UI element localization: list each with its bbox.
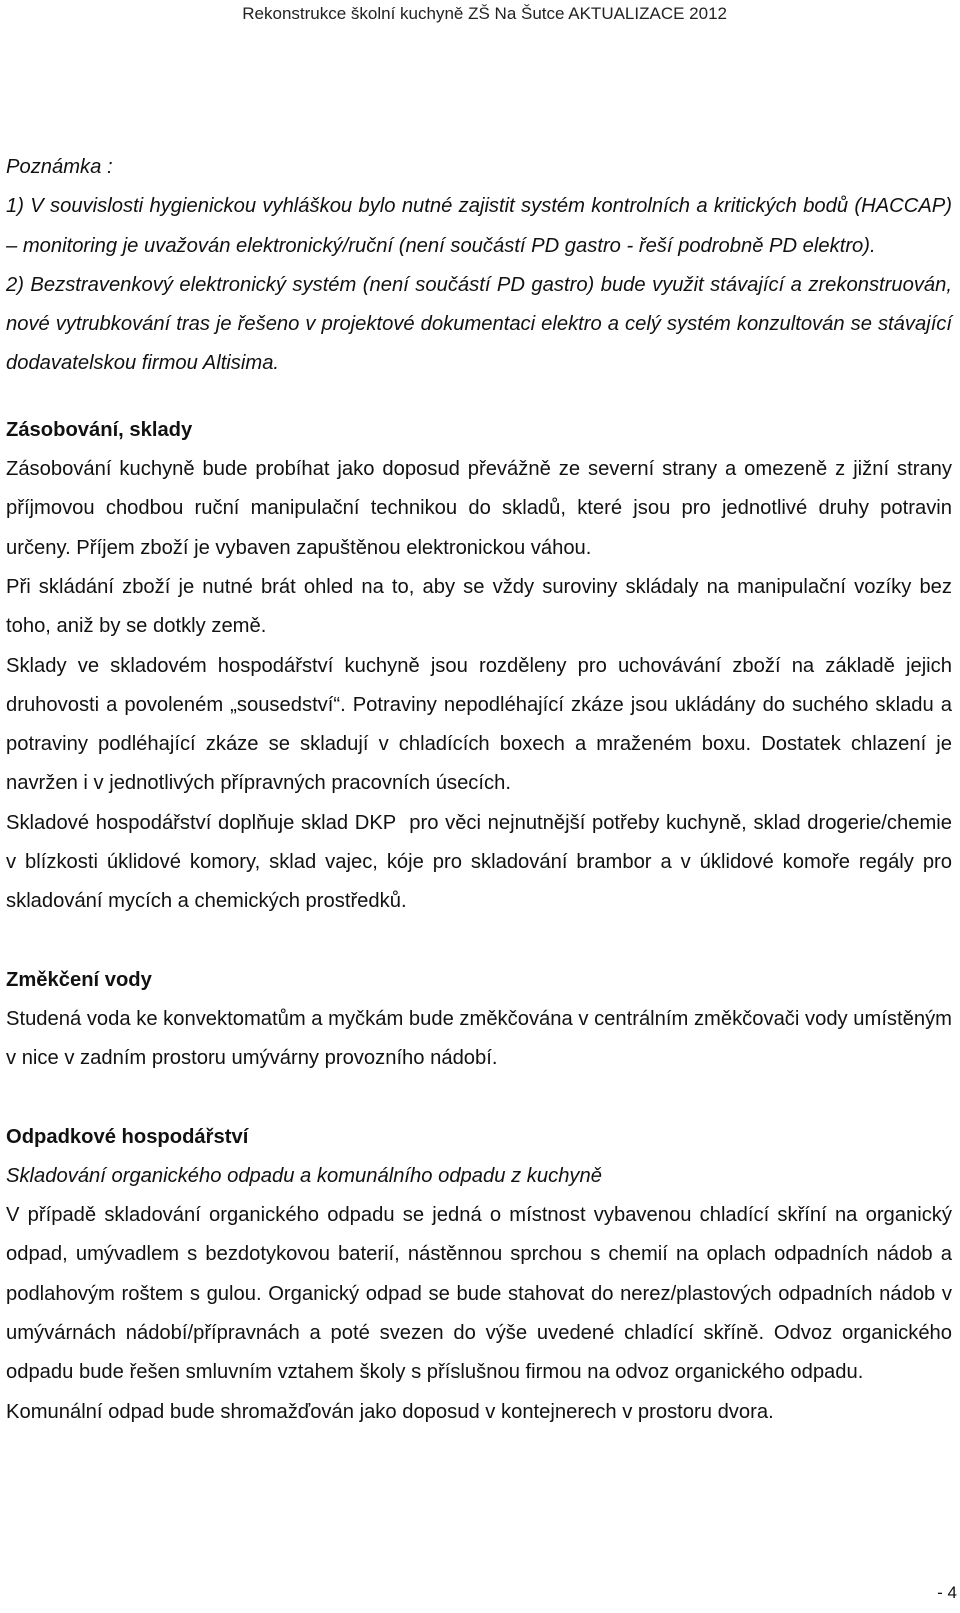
waste-paragraph-1: V případě skladování organického odpadu se jedná o místnost vybavenou chladící skříní na organický odpad, umývadlem s bezdotykovou baterií, nástěnnou sprchou s chemií na oplach odpadních nádob a podlahovým roštem s gulou. Organický odpad se bude stahovat do nerez/plastových odpadních nádob v umývárnách nádobí/přípravnách a poté svezen do výše uvedené chladící skříně. Odvoz organického odpadu bude řešen smluvním vztahem školy s příslušnou firmou na odvoz organického odpadu. <box>6 1204 952 1384</box>
running-header: Rekonstrukce školní kuchyně ZŠ Na Šutce AKTUALIZACE 2012 <box>242 4 727 23</box>
waste-paragraph-2: Komunální odpad bude shromažďován jako doposud v kontejnerech v prostoru dvora. <box>6 1400 774 1423</box>
waste-subheading: Skladování organického odpadu a komunálního odpadu z kuchyně <box>6 1164 602 1187</box>
supply-paragraph-3: Sklady ve skladovém hospodářství kuchyně jsou rozděleny pro uchovávání zboží na základě jejich druhovosti a povoleném „sousedství“. Potraviny nepodléhající zkáze jsou ukládány do suchého skladu a potraviny podléhající zkáze se skladují v chladících boxech a mraženém boxu. Dostatek chlazení je navržen i v jednotlivých přípravných pracovních úsecích. <box>6 654 952 795</box>
supply-paragraph-2: Při skládání zboží je nutné brát ohled na to, aby se vždy suroviny skládaly na manipulační vozíky bez toho, aniž by se dotkly země. <box>6 575 952 638</box>
water-paragraph-1: Studená voda ke konvektomatům a myčkám bude změkčována v centrálním změkčovači vody umístěným v nice v zadním prostoru umývárny provozního nádobí. <box>6 1007 952 1070</box>
water-heading: Změkčení vody <box>6 968 152 991</box>
supply-paragraph-1: Zásobování kuchyně bude probíhat jako doposud převážně ze severní strany a omezeně z jižní strany příjmovou chodbou ruční manipulační technikou do skladů, které jsou pro jednotlivé druhy potravin určeny. Příjem zboží je vybaven zapuštěnou elektronickou váhou. <box>6 458 952 559</box>
supply-heading: Zásobování, sklady <box>6 418 193 441</box>
waste-heading: Odpadkové hospodářství <box>6 1125 249 1148</box>
page-number: - 4 <box>937 1583 957 1602</box>
note-title: Poznámka : <box>6 156 113 178</box>
note-item-1: 1) V souvislosti hygienickou vyhláškou bylo nutné zajistit systém kontrolních a kritických bodů (HACCAP) – monitoring je uvažován elektronický/ruční (není součástí PD gastro - řeší podrobně PD elektro). <box>6 195 952 257</box>
note-item-2: 2) Bezstravenkový elektronický systém (není součástí PD gastro) bude využit stávající a zrekonstruován, nové vytrubkování tras je řešeno v projektové dokumentaci elektro a celý systém konzultován se stávající dodavatelskou firmou Altisima. <box>6 273 952 375</box>
supply-paragraph-4: Skladové hospodářství doplňuje sklad DKP pro věci nejnutnější potřeby kuchyně, sklad drogerie/chemie v blízkosti úklidové komory, sklad vajec, kóje pro skladování brambor a v úklidové komoře regály pro skladování mycích a chemických prostředků. <box>6 811 958 913</box>
document-body <box>6 148 958 1432</box>
